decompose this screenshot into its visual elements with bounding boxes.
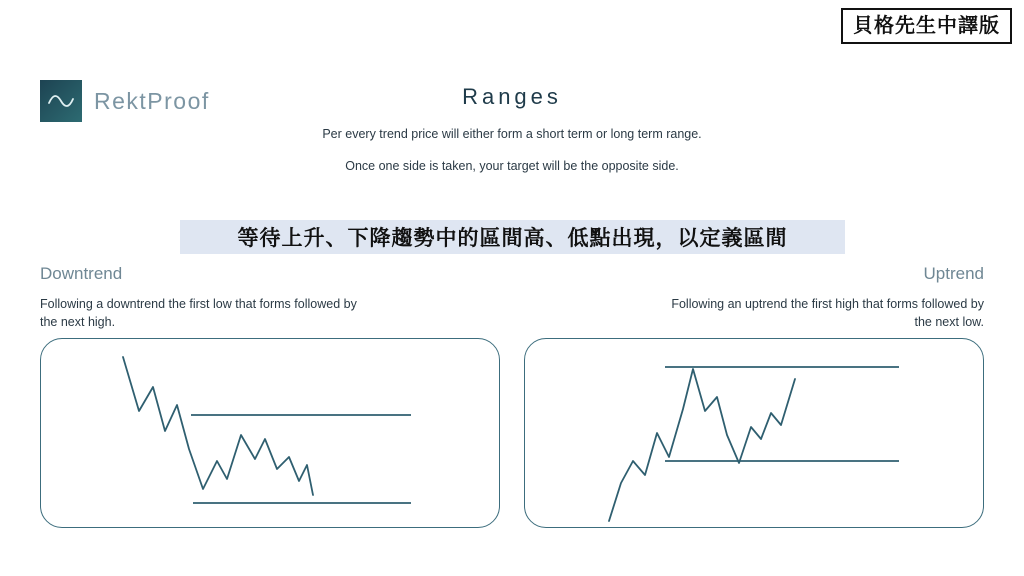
- brand: [40, 80, 210, 122]
- wave-icon: [40, 80, 82, 122]
- page-title: Ranges: [462, 84, 562, 109]
- brand-name: RektProof: [94, 87, 210, 114]
- downtrend-range-chart: [41, 339, 499, 527]
- downtrend-heading: Downtrend: [40, 264, 123, 283]
- header: [302, 84, 722, 176]
- uptrend-panel: [524, 338, 984, 528]
- downtrend-panel: [40, 338, 500, 528]
- translated-banner-text: 等待上升、下降趨勢中的區間高、低點出現，以定義區間: [237, 226, 788, 250]
- uptrend-heading: Uptrend: [923, 264, 984, 283]
- header-paragraph-1: Per every trend price will either form a short term or long term range.: [322, 127, 702, 141]
- translator-badge: 貝格先生中譯版: [841, 8, 1012, 44]
- header-paragraph-2: Once one side is taken, your target will be the opposite side.: [345, 158, 679, 173]
- uptrend-description: Following an uptrend the first high that forms followed by the next low.: [671, 297, 984, 329]
- downtrend-description: Following a downtrend the first low that forms followed by the next high.: [40, 297, 357, 329]
- translated-banner: [180, 220, 845, 254]
- uptrend-range-chart: [525, 339, 983, 527]
